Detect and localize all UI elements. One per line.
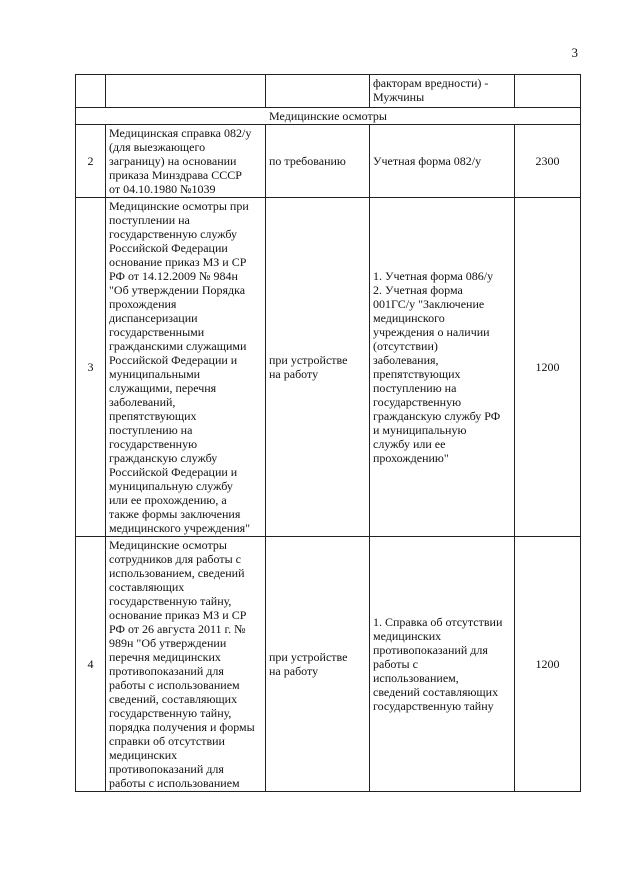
service-price: 1200 xyxy=(515,537,581,792)
page-number: 3 xyxy=(571,45,578,60)
service-name: Медицинские осмотры сотрудников для работы с использованием, сведений составляющих государственную тайну, основание приказ МЗ и СР РФ от 26 августа 2011 г. № 989н "Об утверждении перечня медицинских противопоказаний для работы с использованием сведений, составляющих государственную тайну, порядка получения и формы справки об отсутствии медицинских противопоказаний для работы с использованием xyxy=(106,537,266,792)
service-name: Медицинские осмотры при поступлении на государственную службу Российской Федерации основание приказ МЗ и СР РФ от 14.12.2009 № 984н "Об утверждении Порядка прохождения диспансеризации государственными гражданскими служащими Российской Федерации и муниципальными служащими, перечня заболеваний, препятствующих поступлению на государственную гражданскую службу Российской Федерации и муниципальную службу или ее прохождению, а также формы заключения медицинского учреждения" xyxy=(106,198,266,537)
service-form: 1. Учетная форма 086/у 2. Учетная форма 001ГС/у "Заключение медицинского учреждения о наличии (отсутствии) заболевания, препятствующих поступлению на государственную гражданскую службу РФ и муниципальную службу или ее прохождению" xyxy=(370,198,515,537)
service-price: 2300 xyxy=(515,125,581,198)
service-period: при устройстве на работу xyxy=(266,537,370,792)
section-header-row xyxy=(76,108,581,125)
service-price: 1200 xyxy=(515,198,581,537)
services-table xyxy=(75,74,581,792)
section-title: Медицинские осмотры xyxy=(76,108,581,125)
table-cell-name xyxy=(106,75,266,108)
row-number: 3 xyxy=(76,198,106,537)
table-cell-num xyxy=(76,75,106,108)
service-period: по требованию xyxy=(266,125,370,198)
service-form: Учетная форма 082/у xyxy=(370,125,515,198)
service-name: Медицинская справка 082/у (для выезжающего заграницу) на основании приказа Минздрава СССР от 04.10.1980 №1039 xyxy=(106,125,266,198)
table-cell-period xyxy=(266,75,370,108)
service-period: при устройстве на работу xyxy=(266,198,370,537)
table-row xyxy=(76,198,581,537)
row-number: 4 xyxy=(76,537,106,792)
table-cell-price xyxy=(515,75,581,108)
table-row-continuation xyxy=(76,75,581,108)
service-form: 1. Справка об отсутствии медицинских противопоказаний для работы с использованием, сведений составляющих государственную тайну xyxy=(370,537,515,792)
table-row xyxy=(76,537,581,792)
table-cell-form: факторам вредности) - Мужчины xyxy=(370,75,515,108)
table-row xyxy=(76,125,581,198)
row-number: 2 xyxy=(76,125,106,198)
